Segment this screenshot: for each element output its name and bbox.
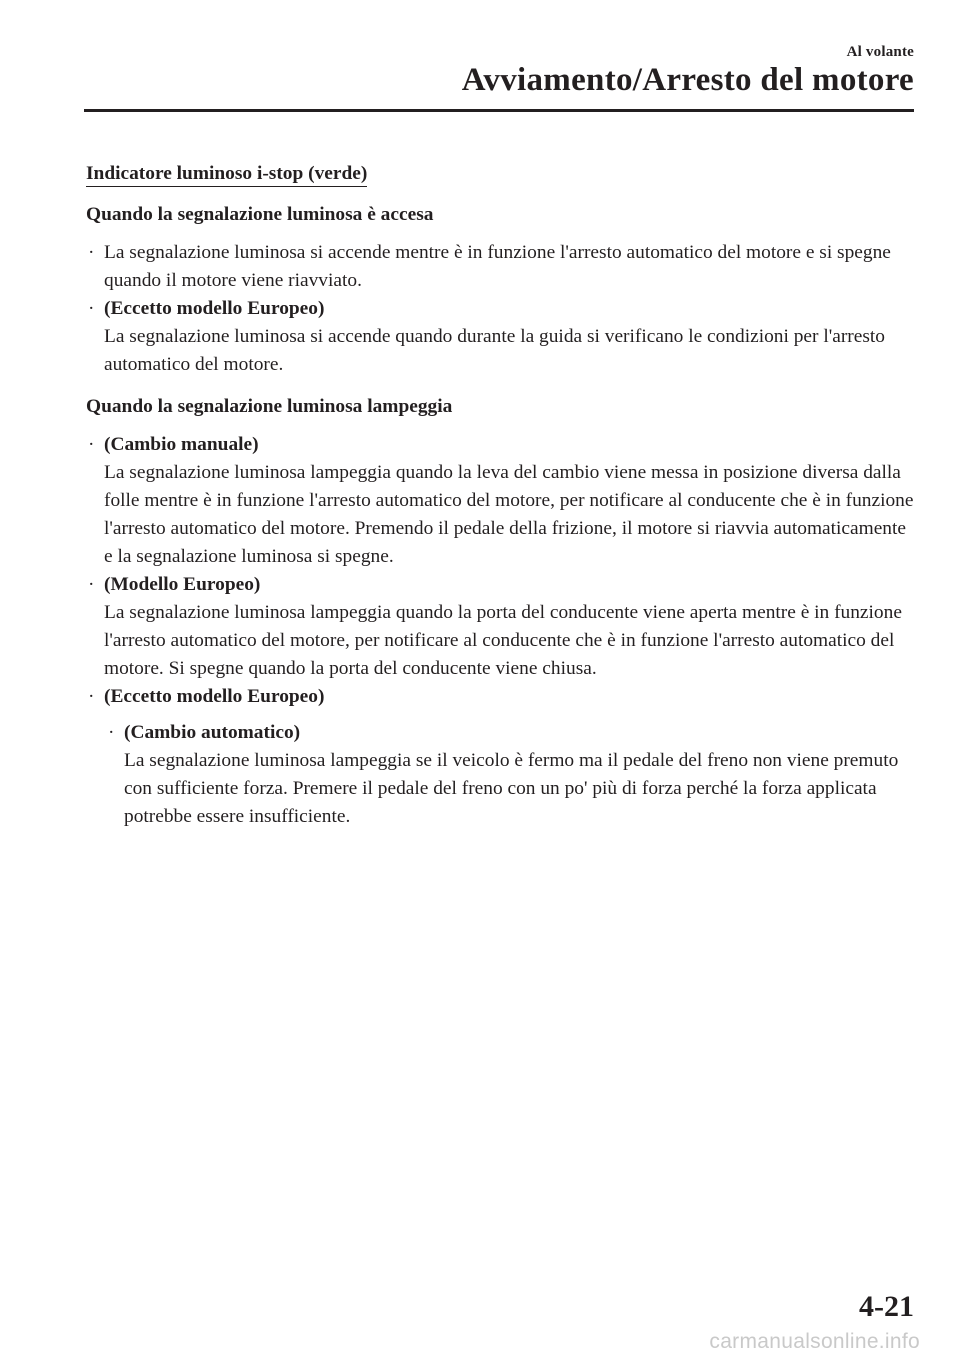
- list-item: [86, 683, 916, 711]
- list-item-text: La segnalazione luminosa si accende mentre è in funzione l'arresto automatico del motore e si spegne quando il motore viene riavviato.: [104, 242, 891, 291]
- header-divider: [84, 109, 914, 112]
- list-item-text: La segnalazione luminosa lampeggia quando la leva del cambio viene messa in posizione diversa dalla folle mentre è in funzione l'arresto automatico del motore, per notificare al conducente che è in funzione l'arresto automatico del motore. Premendo il pedale della frizione, il motore si riavvia automaticamente e la segnalazione luminosa si spegne.: [104, 462, 914, 567]
- list-item-title: (Cambio manuale): [104, 434, 259, 455]
- list-item-title: (Eccetto modello Europeo): [104, 298, 325, 319]
- bullet-icon: ·: [88, 574, 95, 595]
- spacer: [86, 379, 916, 393]
- bullet-icon: ·: [88, 298, 95, 319]
- section-heading: Indicatore luminoso i-stop (verde): [86, 162, 367, 187]
- list-item-text: La segnalazione luminosa si accende quando durante la guida si verificano le condizioni per l'arresto automatico del motore.: [104, 326, 885, 375]
- bullet-icon: ·: [108, 722, 115, 743]
- nested-list-item: [106, 719, 916, 831]
- header-section-label: Al volante: [846, 44, 914, 60]
- bullet-icon: ·: [88, 686, 95, 707]
- bullet-icon: ·: [88, 242, 95, 263]
- list-item: [86, 239, 916, 295]
- page-content: [86, 160, 916, 831]
- list-item-text: La segnalazione luminosa lampeggia se il veicolo è fermo ma il pedale del freno non viene premuto con sufficiente forza. Premere il pedale del freno con un po' più di forza perché la forza applicata potrebbe essere insufficiente.: [124, 750, 899, 827]
- subheading-on: Quando la segnalazione luminosa è accesa: [86, 204, 434, 225]
- spacer: [86, 711, 916, 719]
- watermark: carmanualsonline.info: [709, 1330, 920, 1353]
- list-item-title: (Modello Europeo): [104, 574, 261, 595]
- page-number: 4-21: [859, 1290, 914, 1323]
- page-title: Avviamento/Arresto del motore: [461, 62, 914, 98]
- list-item: [86, 295, 916, 379]
- list-item: [86, 431, 916, 571]
- list-item-text: La segnalazione luminosa lampeggia quando la porta del conducente viene aperta mentre è in funzione l'arresto automatico del motore, per notificare al conducente che è in funzione l'arresto automatico del motore. Si spegne quando la porta del conducente viene chiusa.: [104, 602, 902, 679]
- subheading-flashing: Quando la segnalazione luminosa lampeggia: [86, 396, 453, 417]
- list-item: [86, 571, 916, 683]
- list-item-title: (Eccetto modello Europeo): [104, 686, 325, 707]
- bullet-icon: ·: [88, 434, 95, 455]
- list-item-title: (Cambio automatico): [124, 722, 301, 743]
